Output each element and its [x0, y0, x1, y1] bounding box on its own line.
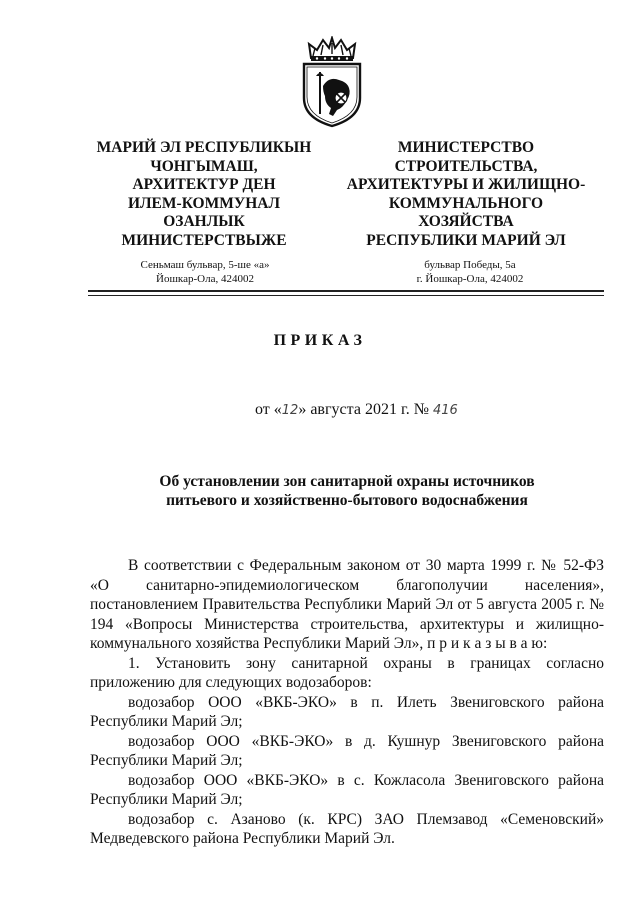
body-paragraph: водозабор ООО «ВКБ-ЭКО» в с. Кожласола Звениговского района Республики Марий Эл; [90, 771, 604, 808]
ministry-name-line: СТРОИТЕЛЬСТВА, [394, 157, 538, 175]
ministry-name-line: ЧОНГЫМАШ, [150, 157, 258, 175]
subject-line: питьевого и хозяйственно-бытового водоснабжения [166, 492, 528, 509]
body-paragraph: водозабор ООО «ВКБ-ЭКО» в п. Илеть Звениговского района Республики Марий Эл; [90, 693, 604, 730]
ministry-name-line: МАРИЙ ЭЛ РЕСПУБЛИКЫН [96, 139, 312, 156]
address-line: Йошкар-Ола, 424002 [156, 272, 254, 285]
ministry-name-line: КОММУНАЛЬНОГО [388, 194, 544, 212]
document-title: ПРИКАЗ [273, 332, 367, 349]
address-line: г. Йошкар-Ола, 424002 [416, 272, 524, 285]
order-date-line [255, 401, 458, 419]
ministry-name-line: АРХИТЕКТУР ДЕН [132, 176, 276, 193]
body-paragraph: водозабор с. Азаново (к. КРС) ЗАО Племзавод «Семеновский» Медведевского района Республики Марий Эл. [90, 810, 604, 847]
address-mari [100, 259, 310, 286]
order-subject [90, 472, 604, 510]
body-paragraph: 1. Установить зону санитарной охраны в границах согласно приложению для следующих водозаборов: [90, 654, 604, 691]
ministry-name-line: МИНИСТЕРСТВЫЖЕ [121, 231, 287, 249]
address-line: Сеньмаш бульвар, 5-ше «а» [140, 259, 270, 271]
ministry-name-line: МИНИСТЕРСТВО [397, 139, 535, 156]
ministry-name-russian [338, 139, 594, 250]
ministry-name-line: РЕСПУБЛИКИ МАРИЙ ЭЛ [366, 231, 566, 249]
ministry-name-line: ОЗАНЛЫК [163, 213, 245, 230]
handwritten-day: 12 [281, 403, 299, 418]
handwritten-order-number: 416 [432, 403, 458, 418]
address-russian [380, 259, 560, 286]
address-line: бульвар Победы, 5а [424, 259, 516, 271]
date-prefix: от « [255, 401, 282, 418]
body-paragraph: В соответствии с Федеральным законом от 30 марта 1999 г. № 52-ФЗ «О санитарно-эпидемиологическом благополучии населения», постановлением Правительства Республики Марий Эл от 5 августа 2005 г. № 194 «Вопросы Министерства строительства, архитектуры и жилищно-коммунального хозяйства Республики Марий Эл», п р и к а з ы в а ю: [90, 557, 604, 652]
ministry-name-line: ИЛЕМ-КОММУНАЛ [127, 194, 281, 212]
date-middle: » августа 2021 г. № [298, 401, 429, 418]
ministry-name-line: АРХИТЕКТУРЫ И ЖИЛИЩНО- [346, 176, 586, 193]
subject-line: Об установлении зон санитарной охраны источников [159, 473, 535, 490]
order-body [90, 556, 604, 849]
header-divider [88, 290, 604, 296]
body-paragraph: водозабор ООО «ВКБ-ЭКО» в д. Кушнур Звениговского района Республики Марий Эл; [90, 732, 604, 769]
crown-icon [309, 38, 355, 61]
ministry-name-line: ХОЗЯЙСТВА [418, 213, 514, 230]
coat-of-arms-emblem [299, 36, 365, 128]
ministry-name-mari [84, 139, 324, 250]
